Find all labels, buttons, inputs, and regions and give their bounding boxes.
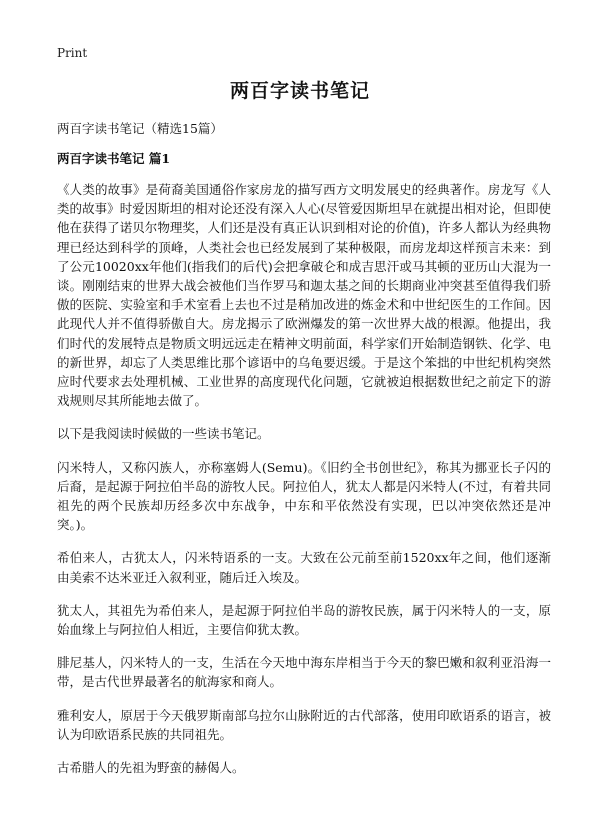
paragraph-jews: 犹太人，其祖先为希伯来人，是起源于阿拉伯半岛的游牧民族，属于闪米特人的一支，原始血缘上与阿拉伯人相近，主要信仰犹太教。 [57, 602, 551, 638]
paragraph-greeks: 古希腊人的先祖为野蛮的赫偈人。 [57, 760, 245, 776]
paragraph-notes-intro: 以下是我阅读时候做的一些读书笔记。 [57, 426, 270, 442]
paragraph-aryans: 雅利安人，原居于今天俄罗斯南部乌拉尔山脉附近的古代部落，使用印欧语系的语言，被认为印欧语系民族的共同祖先。 [57, 707, 551, 742]
section-heading: 两百字读书笔记 篇1 [57, 151, 171, 166]
document-subtitle: 两百字读书笔记（精选15篇） [57, 121, 223, 136]
paragraph-phoenicians: 腓尼基人，闪米特人的一支，生活在今天地中海东岸相当于今天的黎巴嫩和叙利亚沿海一带，是古代世界最著名的航海家和商人。 [57, 655, 551, 690]
paragraph-semites: 闪米特人，又称闪族人，亦称塞姆人(Semu)。《旧约全书创世纪》，称其为挪亚长子闪的后裔，是起源于阿拉伯半岛的游牧人民。阿拉伯人，犹太人都是闪米特人(不过，有着共同祖先的两个民族却历经多次中东战争，中东和平依然没有实现，巴以冲突依然还是冲突。)。 [57, 459, 551, 533]
page-title: 两百字读书笔记 [229, 80, 370, 102]
print-link[interactable]: Print [57, 46, 88, 60]
paragraph-hebrews: 希伯来人，古犹太人，闪米特语系的一支。大致在公元前至前1520xx年之间，他们逐渐由美索不达米亚迁入叙利亚，随后迁入埃及。 [57, 550, 551, 585]
article-body [57, 180, 551, 791]
paragraph-intro: 《人类的故事》是荷裔美国通俗作家房龙的描写西方文明发展史的经典著作。房龙写《人类的故事》时爱因斯坦的相对论还没有深入人心(尽管爱因斯坦早在就提出相对论，但即使他在获得了诺贝尔物理奖，人们还是没有真正认识到相对论的价值)，许多人都认为经典物理已经达到科学的顶峰，人类社会也已经发展到了某种极限，而房龙却这样预言未来：到了公元10020xx年他们(指我们的后代)会把拿破仑和成吉思汗或马其顿的亚历山大混为一谈。刚刚结束的世界大战会被他们当作罗马和迦太基之间的长期商业冲突甚至值得我们骄傲的医院、实验室和手术室看上去也不过是稍加改进的炼金术和中世纪医生的工作间。因此现代人并不值得骄傲自大。房龙揭示了欧洲爆发的第一次世界大战的根源。他提出，我们时代的发展特点是物质文明远远走在精神文明前面，科学家们开始制造钢铁、化学、电的新世界，却忘了人类思维比那个谚语中的乌龟要迟缓。于是这个笨拙的中世纪机构突然应时代要求去处理机械、工业世界的高度现代化问题，它就被迫根据数世纪之前定下的游戏规则尽其所能地去做了。 [57, 182, 551, 409]
